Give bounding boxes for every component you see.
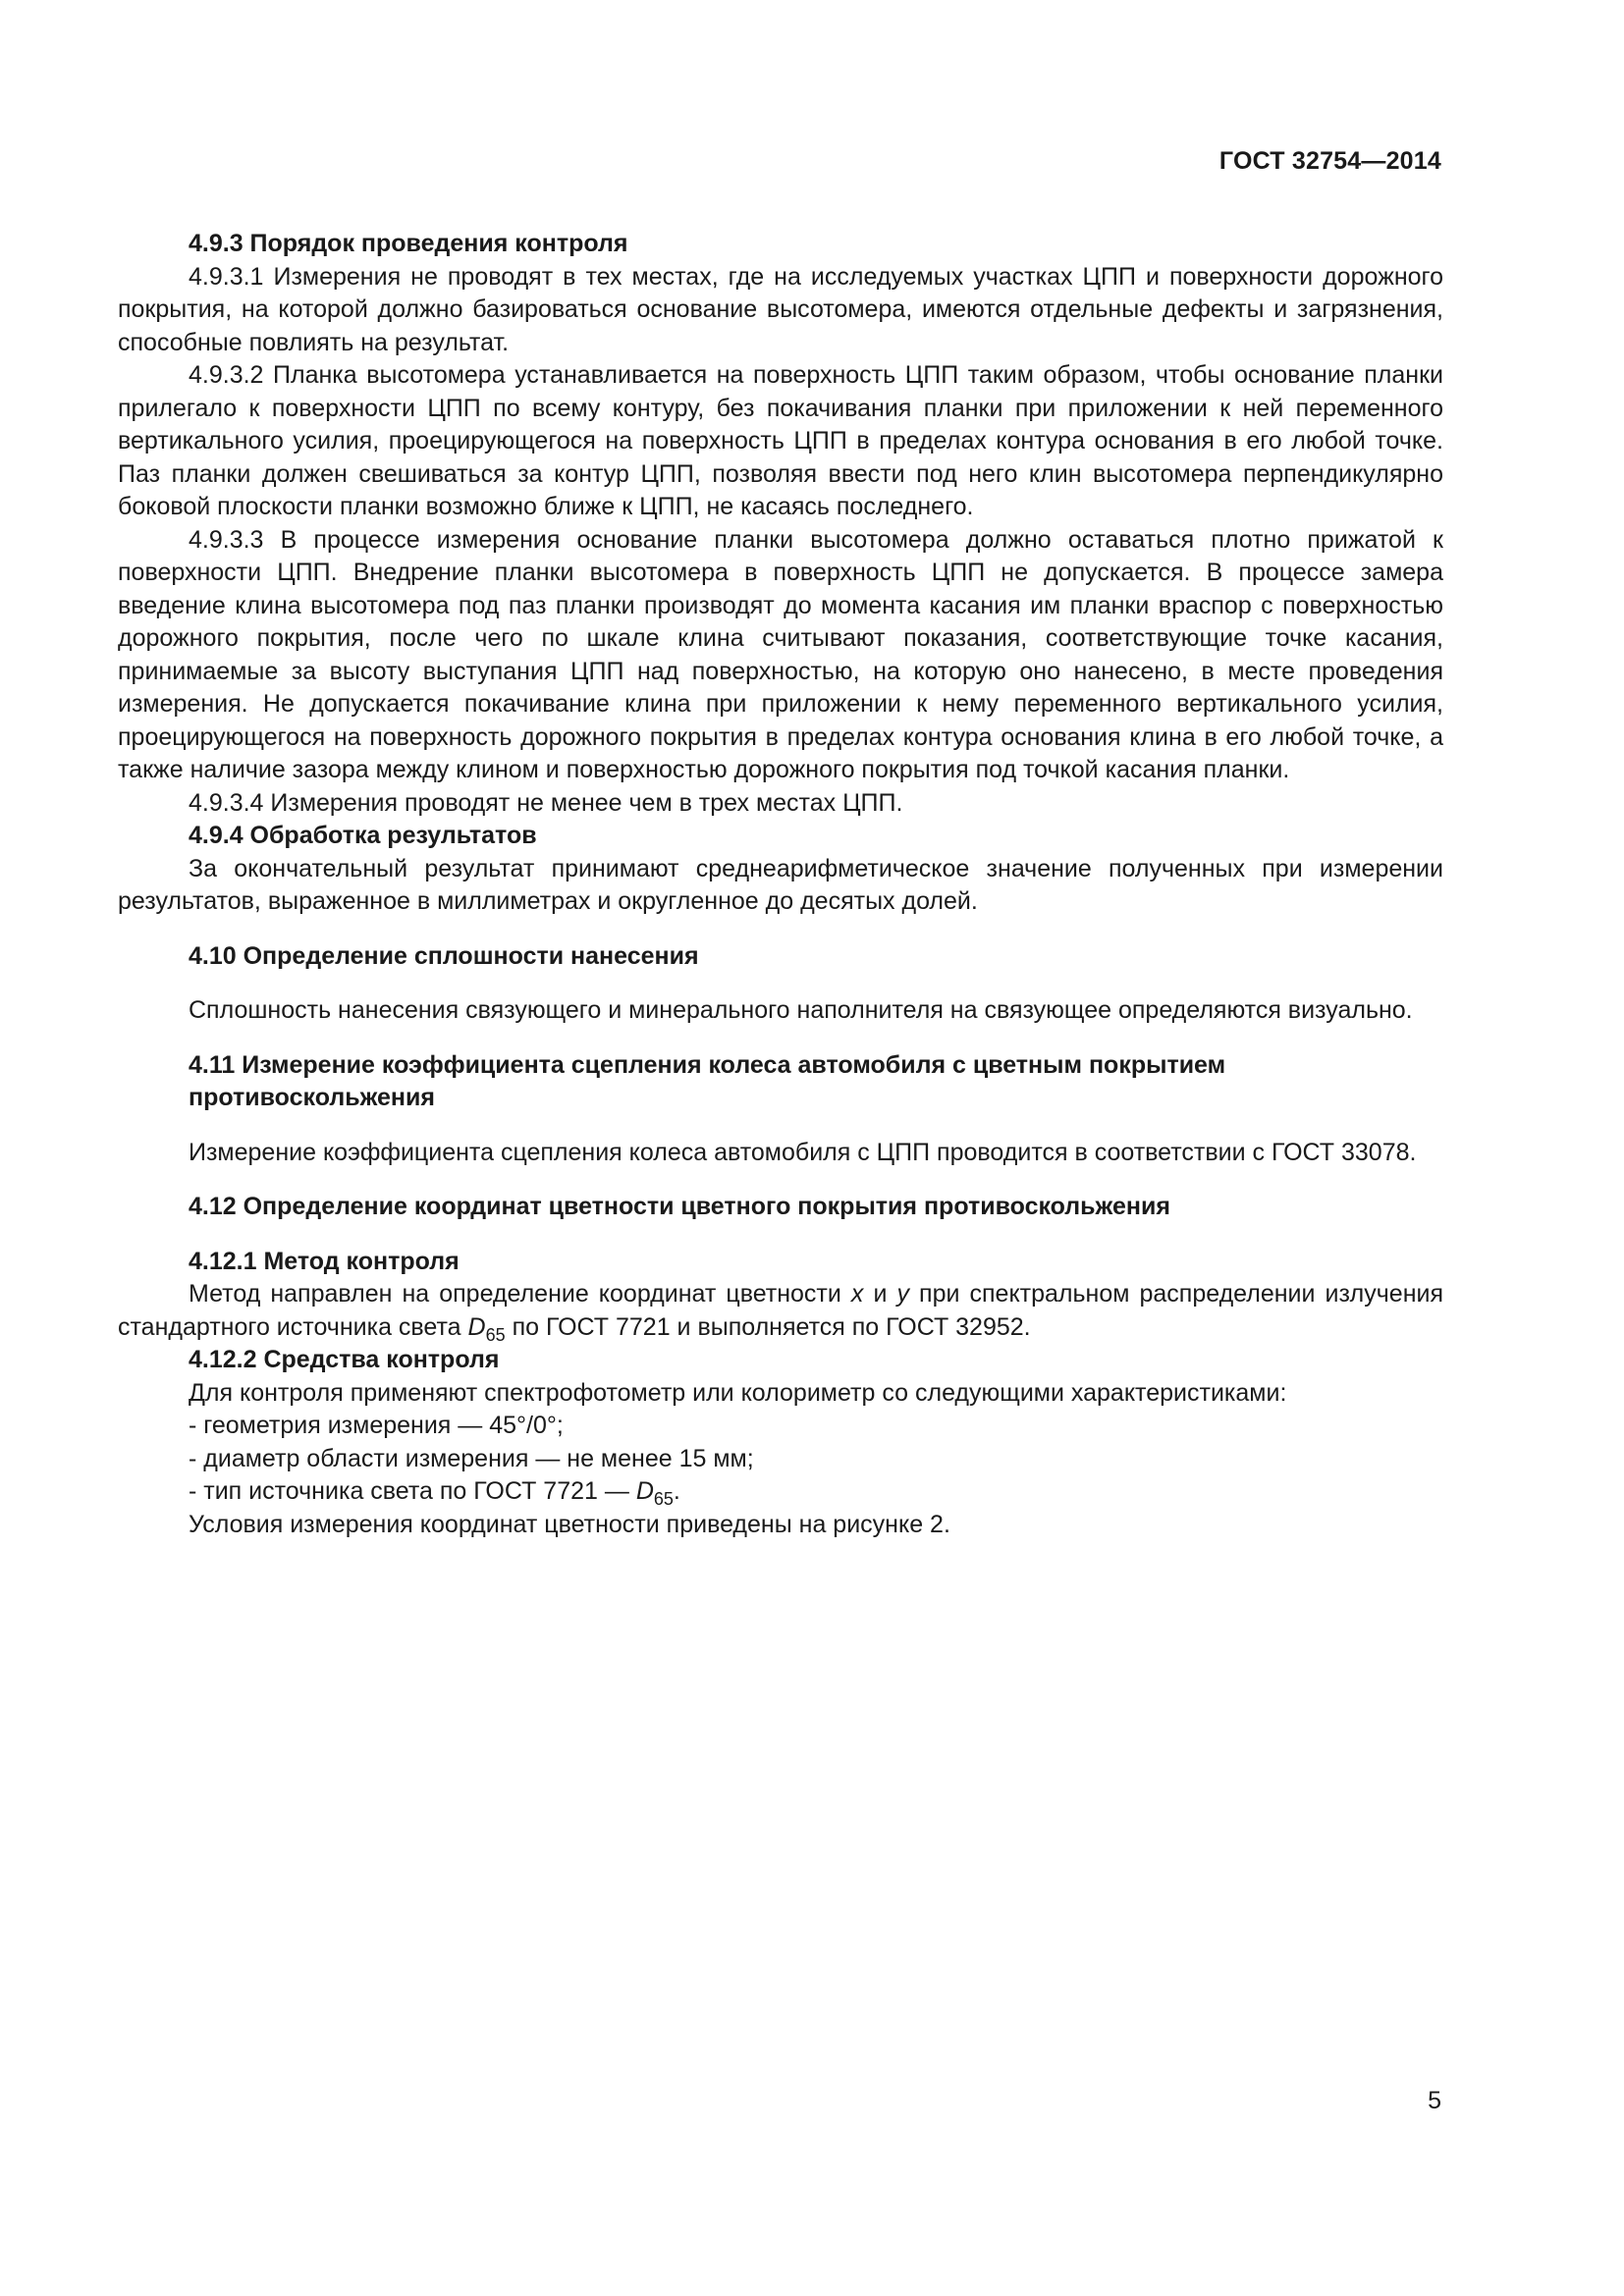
illuminant-subscript: 65 — [485, 1324, 506, 1345]
paragraph-4-12-1 — [118, 1278, 1443, 1344]
section-heading-4-11-line1: 4.11 Измерение коэффициента сцепления колеса автомобиля с цветным покрытием — [189, 1050, 1226, 1079]
paragraph-4-9-3-3: 4.9.3.3 В процессе измерения основание планки высотомера должно оставаться плотно прижатой к поверхности ЦПП. Внедрение планки высотомера в поверхность ЦПП не допускается. В процессе замера введение клина высотомера под паз планки производят до момента касания им планки враспор с поверхностью дорожного покрытия, после чего по шкале клина считывают показания, соответствующие точке касания, принимаемые за высоту выступания ЦПП над поверхностью, на которую оно нанесено, в месте проведения измерения. Не допускается покачивание клина при приложении к нему переменного вертикального усилия, проецирующегося на поверхность дорожного покрытия в пределах контура основания клина в его любой точке, а также наличие зазора между клином и поверхностью дорожного покрытия под точкой касания планки. — [118, 525, 1443, 783]
paragraph-4-9-3-1: 4.9.3.1 Измерения не проводят в тех местах, где на исследуемых участках ЦПП и поверхности дорожного покрытия, на которой должно базироваться основание высотомера, имеются отдельные дефекты и загрязнения, способные повлиять на результат. — [118, 262, 1443, 356]
section-heading-4-11-line2: противоскольжения — [189, 1084, 435, 1111]
illuminant-d-2: D — [635, 1477, 654, 1505]
paragraph-4-12-1-and: и — [863, 1280, 897, 1308]
paragraph-4-10: Сплошность нанесения связующего и минерального наполнителя на связующее определяются визуально. — [189, 996, 1413, 1024]
section-heading-4-9-3: 4.9.3 Порядок проведения контроля — [189, 230, 628, 257]
document-body — [118, 228, 1443, 1541]
list-item-geometry: - геометрия измерения — 45°/0°; — [189, 1412, 564, 1439]
section-heading-4-12-2: 4.12.2 Средства контроля — [189, 1346, 500, 1373]
section-heading-4-12: 4.12 Определение координат цветности цветного покрытия противоскольжения — [189, 1193, 1170, 1220]
standard-code-header: ГОСТ 32754—2014 — [1218, 147, 1441, 175]
paragraph-4-12-1-part-c: по ГОСТ 7721 и выполняется по ГОСТ 32952. — [505, 1312, 1031, 1341]
list-item-diameter: - диаметр области измерения — не менее 15 мм; — [189, 1444, 754, 1472]
paragraph-4-12-1-part-a: Метод направлен на определение координат цветности — [189, 1280, 851, 1308]
paragraph-4-9-3-4: 4.9.3.4 Измерения проводят не менее чем в трех местах ЦПП. — [189, 788, 903, 817]
illuminant-subscript-2: 65 — [653, 1489, 674, 1509]
section-heading-4-10: 4.10 Определение сплошности нанесения — [189, 941, 699, 970]
paragraph-4-9-3-2: 4.9.3.2 Планка высотомера устанавливается на поверхность ЦПП таким образом, чтобы основание планки прилегало к поверхности ЦПП по всему контуру, без покачивания планки при приложении к ней переменного вертикального усилия, проецирующегося на поверхность ЦПП в пределах контура основания в его любой точке. Паз планки должен свешиваться за контур ЦПП, позволяя ввести под него клин высотомера перпендикулярно боковой плоскости планки возможно ближе к ЦПП, не касаясь последнего. — [118, 361, 1443, 520]
variable-y: y — [896, 1280, 909, 1308]
section-heading-4-11 — [118, 1049, 1443, 1115]
section-heading-4-9-4: 4.9.4 Обработка результатов — [189, 822, 537, 849]
paragraph-4-12-2-intro: Для контроля применяют спектрофотометр или колориметр со следующими характеристиками: — [189, 1378, 1287, 1407]
variable-x: x — [850, 1280, 864, 1308]
list-item-light-source-text: - тип источника света по ГОСТ 7721 — — [189, 1477, 636, 1505]
paragraph-4-12-1-part-b: при спектральном распределении излучения стандартного источника света — [118, 1280, 1443, 1341]
page-number: 5 — [1428, 2087, 1441, 2114]
list-item-light-source — [118, 1475, 1443, 1509]
paragraph-4-12-2-outro: Условия измерения координат цветности приведены на рисунке 2. — [189, 1510, 950, 1538]
list-item-light-source-end: . — [673, 1477, 680, 1505]
paragraph-4-11: Измерение коэффициента сцепления колеса автомобиля с ЦПП проводится в соответствии с ГОСТ 33078. — [189, 1138, 1417, 1166]
paragraph-4-9-4: За окончательный результат принимают среднеарифметическое значение полученных при измерении результатов, выраженное в миллиметрах и округленное до десятых долей. — [118, 854, 1443, 915]
section-heading-4-12-1: 4.12.1 Метод контроля — [189, 1247, 460, 1275]
illuminant-d: D — [467, 1312, 486, 1341]
